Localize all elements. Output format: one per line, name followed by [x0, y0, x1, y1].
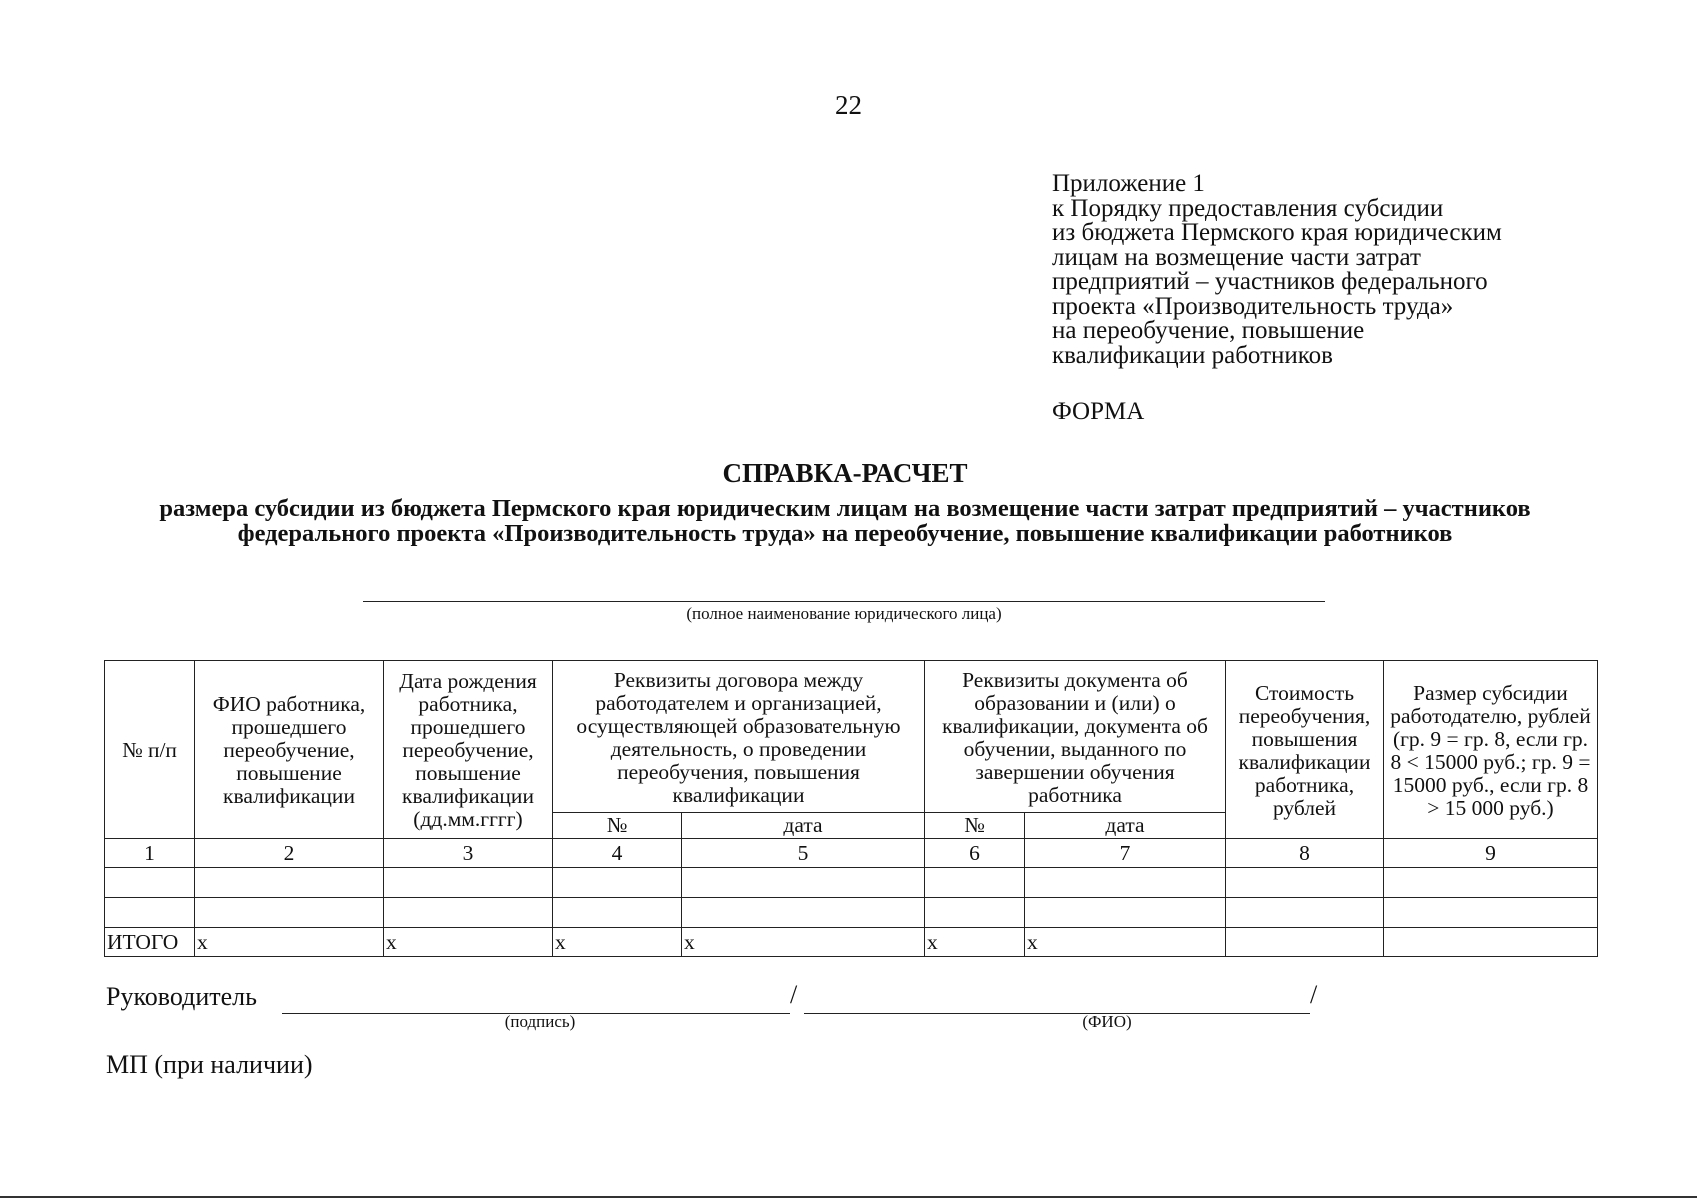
signature-label: Руководитель	[106, 982, 257, 1011]
total-cell: x	[1025, 928, 1226, 957]
page-number: 22	[835, 90, 862, 120]
table-cell[interactable]	[384, 868, 553, 898]
org-name-line	[363, 601, 1325, 602]
document-title: СПРАВКА-РАСЧЕТ	[722, 458, 968, 488]
total-subsidy-cell[interactable]	[1384, 928, 1598, 957]
total-cell: x	[384, 928, 553, 957]
table-cell[interactable]	[682, 898, 925, 928]
table-cell[interactable]	[925, 868, 1025, 898]
total-cell: x	[925, 928, 1025, 957]
column-number: 4	[553, 839, 682, 868]
appendix-line: предприятий – участников федерального	[1052, 268, 1488, 295]
table-cell[interactable]	[553, 868, 682, 898]
page-edge-line	[0, 1196, 1697, 1198]
name-caption: (ФИО)	[1082, 1012, 1132, 1031]
table-cell[interactable]	[1226, 898, 1384, 928]
appendix-line: квалификации работников	[1052, 341, 1333, 369]
stamp-note: МП (при наличии)	[106, 1050, 313, 1079]
table-row	[105, 898, 1598, 928]
signature-slash: /	[1310, 980, 1318, 1009]
table-cell[interactable]	[1025, 898, 1226, 928]
table-cell[interactable]	[384, 898, 553, 928]
header-contract-details: Реквизиты договора между работодателем и организацией, осуществляющей образовательную деятельность, о проведении переобучения, повышения квалификации	[553, 661, 925, 813]
table-cell[interactable]	[105, 898, 195, 928]
total-cell: x	[553, 928, 682, 957]
column-number: 1	[105, 839, 195, 868]
column-number: 8	[1226, 839, 1384, 868]
total-cell: x	[682, 928, 925, 957]
signature-slash: /	[790, 980, 798, 1009]
header-training-cost: Стоимость переобучения, повышения квалификации работника, рублей	[1226, 661, 1384, 839]
header-document-date: дата	[1025, 813, 1226, 839]
appendix-note	[1052, 172, 1502, 368]
table-cell[interactable]	[682, 868, 925, 898]
table-cell[interactable]	[553, 898, 682, 928]
column-number: 9	[1384, 839, 1598, 868]
total-label: ИТОГО	[105, 928, 195, 957]
column-number: 2	[195, 839, 384, 868]
header-contract-date: дата	[682, 813, 925, 839]
header-contract-number: №	[553, 813, 682, 839]
table-cell[interactable]	[1384, 898, 1598, 928]
total-cost-cell[interactable]	[1226, 928, 1384, 957]
table-cell[interactable]	[1025, 868, 1226, 898]
header-row-number: № п/п	[105, 661, 195, 839]
table-cell[interactable]	[195, 898, 384, 928]
document-subtitle: размера субсидии из бюджета Пермского края юридическим лицам на возмещение части затрат предприятий – участников федерального проекта «Производительность труда» на переобучение, повышение квалификации работников	[159, 495, 1531, 547]
table-cell[interactable]	[925, 898, 1025, 928]
table-cell[interactable]	[1226, 868, 1384, 898]
total-row	[105, 928, 1598, 957]
form-label: ФОРМА	[1052, 398, 1145, 425]
appendix-line: на переобучение, повышение	[1052, 317, 1365, 344]
appendix-line: лицам на возмещение части затрат	[1052, 243, 1421, 271]
table-cell[interactable]	[1384, 868, 1598, 898]
table-cell[interactable]	[195, 868, 384, 898]
org-name-caption: (полное наименование юридического лица)	[686, 604, 1002, 623]
column-number: 7	[1025, 839, 1226, 868]
table-cell[interactable]	[105, 868, 195, 898]
appendix-line: из бюджета Пермского края юридическим	[1052, 219, 1502, 246]
header-education-document: Реквизиты документа об образовании и (или) о квалификации, документа об обучении, выданного по завершении обучения работника	[925, 661, 1226, 813]
appendix-line: проекта «Производительность труда»	[1052, 292, 1454, 320]
table-row	[105, 868, 1598, 898]
appendix-line: Приложение 1	[1052, 170, 1205, 197]
header-subsidy-amount: Размер субсидии работодателю, рублей (гр. 9 = гр. 8, если гр. 8 < 15000 руб.; гр. 9 = 15000 руб., если гр. 8 > 15 000 руб.)	[1384, 661, 1598, 839]
total-cell: x	[195, 928, 384, 957]
column-number: 5	[682, 839, 925, 868]
header-employee-name: ФИО работника, прошедшего переобучение, повышение квалификации	[195, 661, 384, 839]
header-document-number: №	[925, 813, 1025, 839]
header-birth-date: Дата рождения работника, прошедшего переобучение, повышение квалификации (дд.мм.гггг)	[384, 661, 553, 839]
column-number: 3	[384, 839, 553, 868]
calculation-table	[104, 660, 1598, 957]
signature-caption: (подпись)	[504, 1012, 576, 1031]
column-number: 6	[925, 839, 1025, 868]
appendix-line: к Порядку предоставления субсидии	[1052, 194, 1444, 222]
